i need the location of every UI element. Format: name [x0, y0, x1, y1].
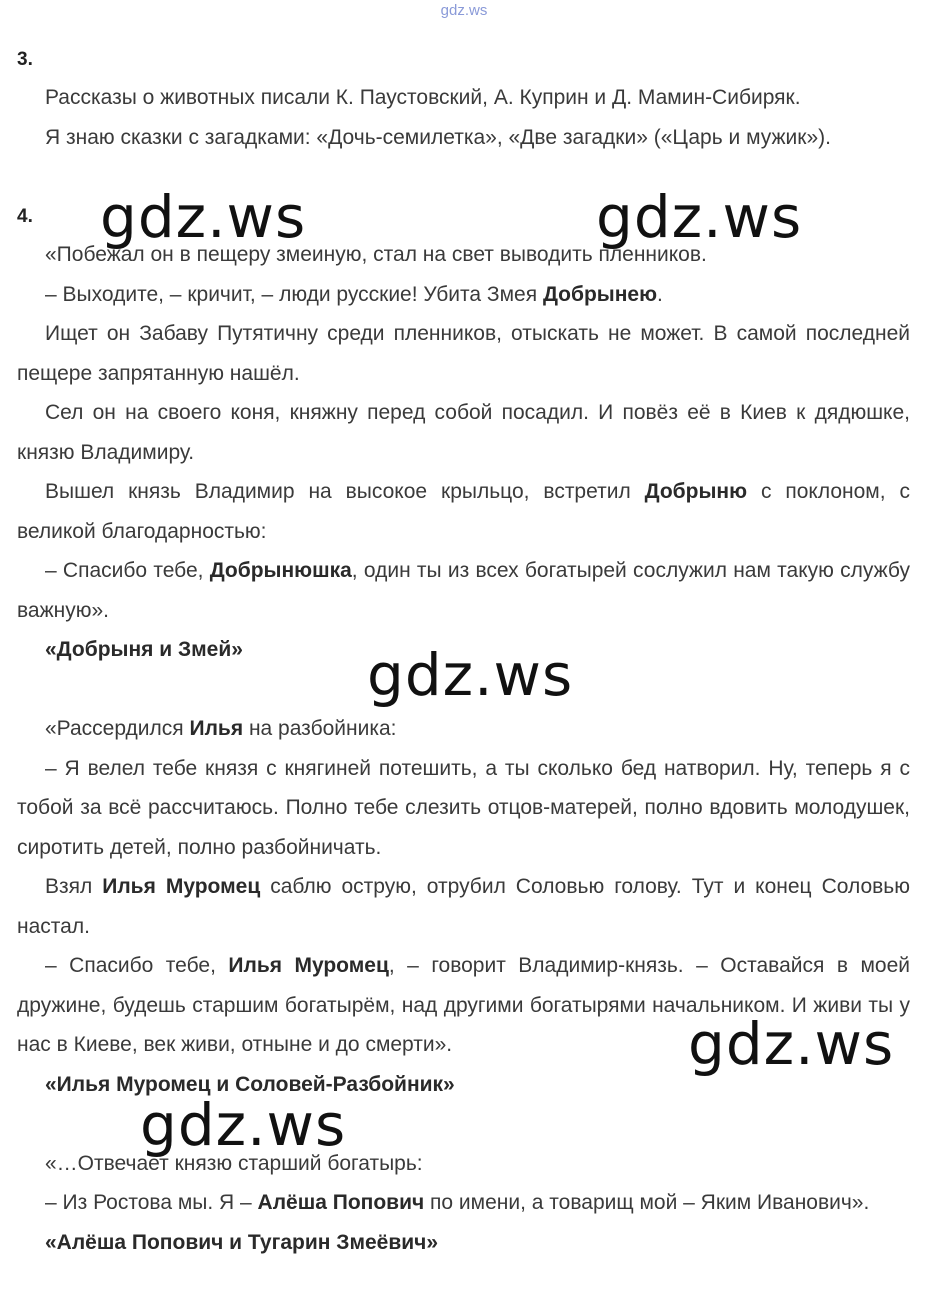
text-run: – Спасибо тебе, [45, 954, 229, 977]
text-run: «Рассердился [45, 717, 190, 740]
hero-name: Илья Муромец [228, 954, 389, 977]
watermark: gdz.ws [367, 641, 574, 709]
hero-name: Илья [189, 717, 244, 740]
text-run: с поклоном, с великой благодарностью: [17, 480, 910, 543]
paragraph: «Побежал он в пещеру змеиную, стал на свет выводить пленников. [45, 243, 707, 266]
text-run: – Из Ростова мы. Я – [45, 1191, 258, 1214]
paragraph: Я знаю сказки с загадками: «Дочь-семилетка», «Две загадки» («Царь и мужик»). [45, 125, 831, 149]
source-title: «Илья Муромец и Соловей-Разбойник» [45, 1072, 455, 1096]
paragraph: Ищет он Забаву Путятичну среди пленников, отыскать не может. В самой последней пещере запрятанную нашёл. [17, 322, 910, 385]
text-run: на разбойника: [243, 717, 397, 740]
hero-name: Добрыню [644, 480, 748, 503]
paragraph [17, 275, 910, 315]
watermark: gdz.ws [596, 183, 803, 251]
text-run: – Выходите, – кричит, – люди русские! Убита Змея [45, 282, 543, 306]
text-run: Вышел князь Владимир на высокое крыльцо, встретил [45, 480, 645, 503]
paragraph: Сел он на своего коня, княжну перед собой посадил. И повёз её в Киев к дядюшке, князю Владимиру. [17, 401, 910, 464]
source-title: «Алёша Попович и Тугарин Змеёвич» [45, 1230, 439, 1254]
section-3-text [17, 78, 910, 157]
paragraph: – Я велел тебе князя с княгиней потешить, а ты сколько бед натворил. Ну, теперь я с тобой за всё рассчитаюсь. Полно тебе слезить отцов-матерей, полно вдовить молодушек, сиротить детей, полно разбойничать. [17, 756, 910, 859]
hero-name: Илья Муромец [102, 875, 261, 898]
paragraph [17, 709, 910, 749]
paragraph: «…Отвечает князю старший богатырь: [45, 1151, 423, 1175]
site-mark: gdz.ws [440, 2, 488, 19]
paragraph [17, 1183, 910, 1223]
paragraph [17, 551, 910, 630]
paragraph [17, 867, 910, 946]
text-run: по имени, а товарищ мой – Яким Иванович». [424, 1191, 870, 1214]
watermark: gdz.ws [100, 183, 307, 251]
text-run: Взял [45, 875, 103, 898]
task-number-3: 3. [17, 49, 33, 70]
text-run: , – говорит Владимир-князь. – Оставайся в моей дружине, будешь старшим богатырём, над другими богатырями начальником. И живи ты у нас в Киеве, век живи, отныне и до смерти». [17, 954, 910, 1056]
text-run: саблю острую, отрубил Соловью голову. Тут и конец Соловью настал. [17, 875, 910, 938]
task-number-4: 4. [17, 206, 33, 227]
watermark: gdz.ws [688, 1010, 895, 1078]
hero-name: Добрынею [542, 282, 658, 306]
watermark: gdz.ws [140, 1091, 347, 1159]
hero-name: Алёша Попович [257, 1191, 425, 1214]
paragraph: Рассказы о животных писали К. Паустовский, А. Куприн и Д. Мамин-Сибиряк. [45, 86, 801, 109]
paragraph [17, 472, 910, 551]
hero-name: Добрынюшка [209, 559, 352, 582]
text-run: – Спасибо тебе, [45, 559, 210, 582]
text-run: , один ты из всех богатырей сослужил нам такую службу важную». [17, 559, 910, 622]
text-run: . [657, 282, 663, 306]
source-title: «Добрыня и Змей» [45, 638, 243, 661]
